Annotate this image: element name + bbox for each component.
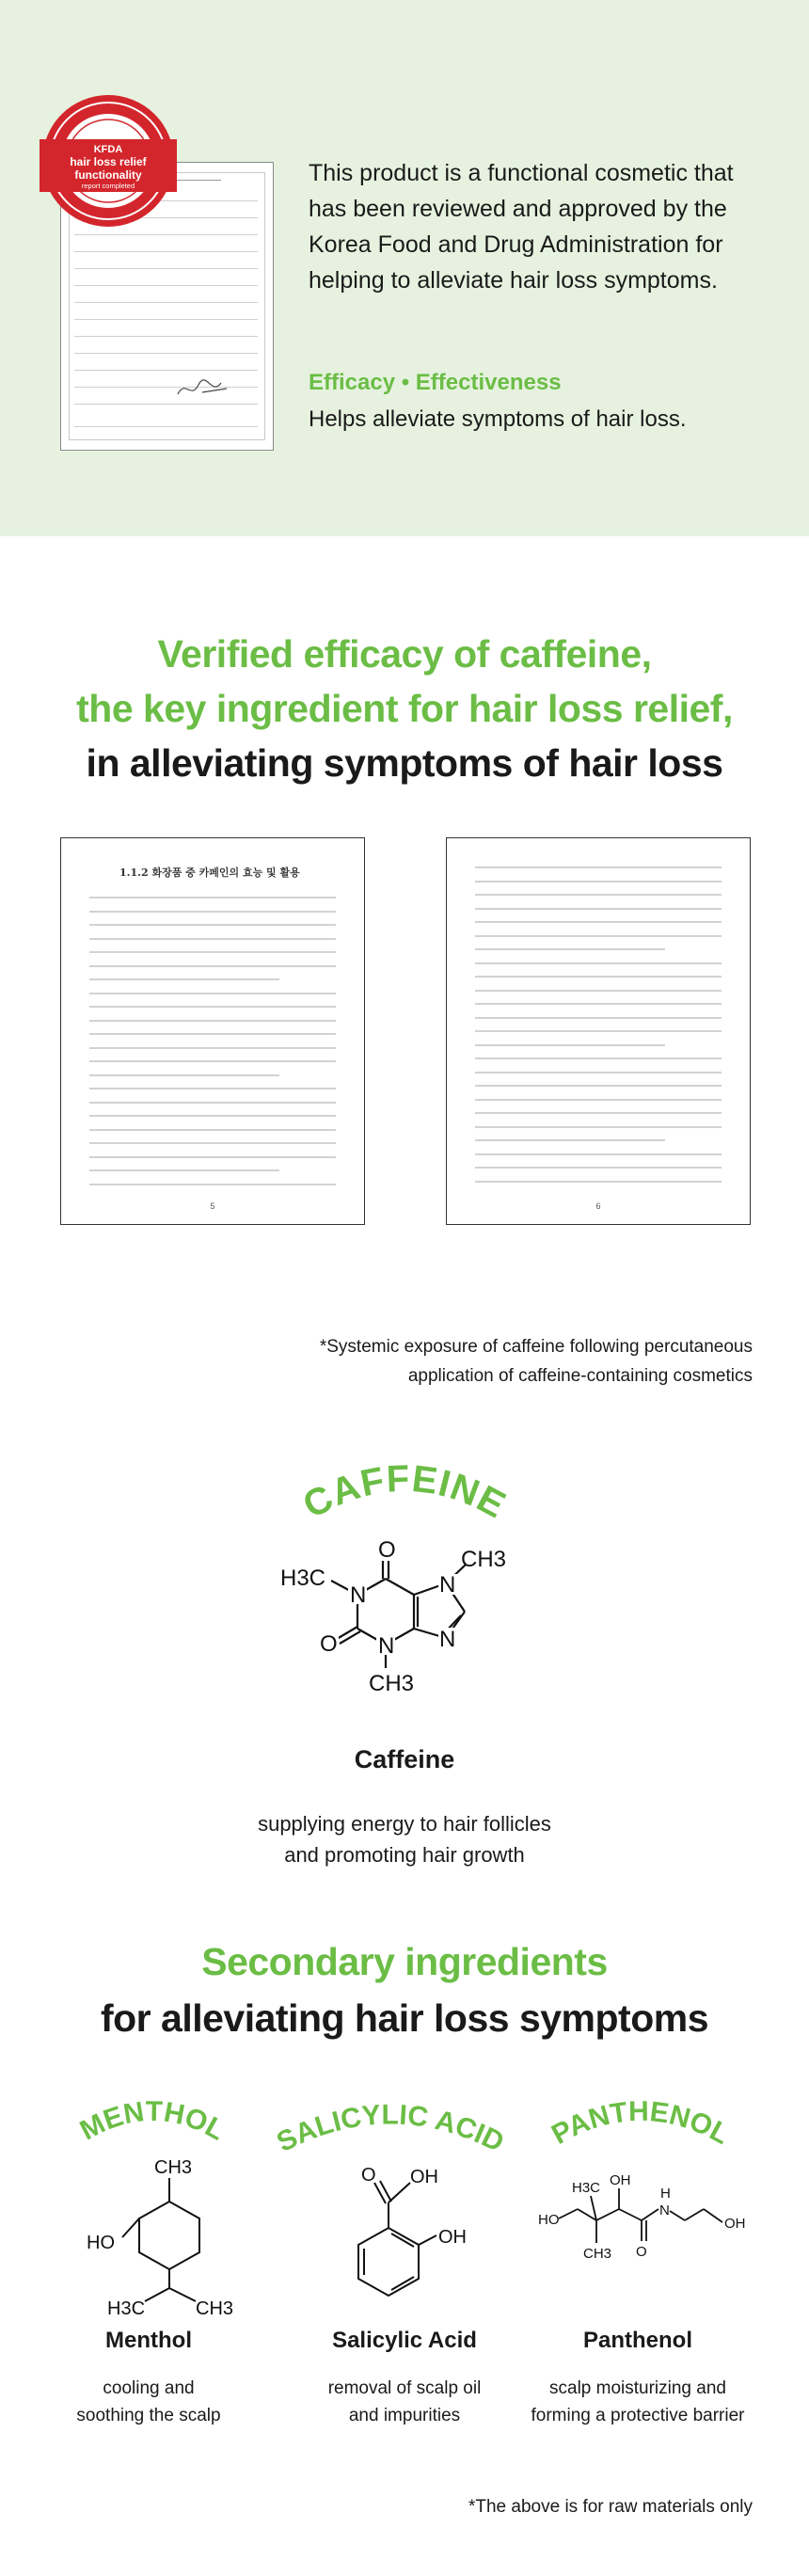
panthenol-desc-line-2: forming a protective barrier [531,2406,745,2425]
atom-o-left: O [320,1631,338,1657]
panthenol-name: Panthenol [582,2328,692,2353]
efficacy-title: Efficacy • Effectiveness [309,370,562,395]
atom-n: N [659,2202,670,2218]
certificate-row [74,251,258,252]
paper-section-title: 1.1.2 화장품 중 카페인의 효능 및 활용 [119,867,300,879]
efficacy-description: Helps alleviate symptoms of hair loss. [309,406,687,432]
paper-text-line [89,993,336,994]
paper-text-line [89,1060,336,1062]
salicylic-acid-name: Salicylic Acid [332,2328,477,2353]
caffeine-efficacy-headline [0,627,809,790]
svg-text:CAFFEINE [296,1458,513,1527]
atom-o: O [361,2165,376,2186]
svg-text:MENTHOL [75,2096,230,2147]
paper-text-line [475,1181,722,1183]
paper-text-line [475,921,722,923]
atom-oh: OH [610,2172,631,2188]
atom-ch3-right: CH3 [461,1547,507,1572]
seal-text-line2: hair loss relief [70,155,147,168]
paper-text-line [89,1129,336,1131]
paper-page-number: 5 [210,1201,215,1211]
secondary-ingredients-headline [0,1933,809,2046]
atom-h: H [660,2186,671,2202]
paper-text-line [475,1017,722,1019]
salicylic-acid-description [282,2375,527,2429]
salicylic-acid-structure-diagram [320,2155,480,2319]
panthenol-description [516,2375,760,2429]
paper-text-line [89,1142,336,1144]
atom-o: O [636,2244,647,2260]
menthol-desc-line-2: soothing the scalp [76,2406,221,2425]
atom-ho: HO [87,2233,115,2253]
paper-page-number: 6 [595,1201,601,1211]
panthenol-structure-diagram [534,2164,760,2277]
paper-text-line [475,1072,722,1073]
paper-text-line [89,924,336,926]
paper-text-line [475,1099,722,1101]
paper-text-line [475,908,722,910]
seal-text-kfda: KFDA [93,144,123,155]
secondary-line-1: Secondary ingredients [201,1940,608,1983]
signature-mark [174,375,230,404]
paper-text-line [89,897,336,898]
headline-line-1: Verified efficacy of caffeine, [157,632,652,676]
paper-text-line [89,1156,336,1158]
caffeine-arc-label [273,1439,536,1543]
paper-text-line [89,1047,336,1049]
atom-oh: OH [410,2167,438,2187]
kfda-seal-stamp [38,90,179,231]
paper-text-line [89,1020,336,1022]
paper-text-line [89,951,336,953]
salicylic-arc-label [263,2089,517,2164]
atom-ch3: CH3 [196,2298,234,2319]
menthol-description [26,2375,271,2429]
paper-text-line [475,1126,722,1128]
certificate-row [74,285,258,286]
paper-text-line [475,962,722,964]
caffeine-arc-text: CAFFEINE [296,1457,513,1527]
paper-text-line [89,1006,336,1008]
certificate-row [74,353,258,354]
caffeine-source-footnote [263,1332,753,1391]
certificate-row [74,404,258,405]
panthenol-arc-text: PANTHENOL [547,2095,735,2151]
atom-oh: OH [438,2227,467,2248]
salicylic-arc-text: SALICYLIC ACID [272,2099,509,2159]
paper-text-line [475,1139,665,1141]
paper-text-line [89,1169,279,1171]
atom-ch3: CH3 [583,2246,612,2262]
salicylic-desc-line-2: and impurities [348,2406,461,2425]
paper-text-line [89,1184,336,1185]
paper-text-line [475,948,665,950]
secondary-line-2: for alleviating hair loss symptoms [100,1996,709,2040]
caffeine-desc-line-2: and promoting hair growth [284,1843,525,1867]
paper-text-line [89,1074,279,1076]
caffeine-structure-diagram [263,1538,546,1726]
atom-n: N [439,1627,456,1652]
atom-ch3: CH3 [154,2157,193,2178]
atom-n: N [378,1633,395,1659]
paper-text-line [475,867,722,868]
atom-oh: OH [724,2216,746,2232]
menthol-structure-diagram [75,2155,235,2319]
paper-text-line [89,1115,336,1117]
paper-text-line [475,1153,722,1155]
paper-text-line [475,1030,722,1032]
paper-text-line [475,1057,722,1059]
paper-text-line [475,894,722,896]
atom-ho: HO [538,2212,560,2228]
menthol-desc-line-1: cooling and [103,2378,195,2398]
paper-text-line [475,1167,722,1169]
panthenol-desc-line-1: scalp moisturizing and [549,2378,726,2398]
atom-ch3-bottom: CH3 [369,1671,415,1696]
paper-text-line [475,1085,722,1087]
certificate-row [74,234,258,235]
seal-text-line3: functionality [74,168,142,182]
menthol-arc-text: MENTHOL [74,2095,230,2147]
atom-h3c-left: H3C [280,1566,326,1591]
paper-text-line [475,990,722,992]
research-paper-page-left [60,837,365,1225]
research-paper-page-right [446,837,751,1225]
certificate-row [74,268,258,269]
paper-text-line [475,1003,722,1005]
footnote-line-1: *Systemic exposure of caffeine following percutaneous [319,1337,753,1357]
certificate-row [74,370,258,371]
seal-text-line4: report completed [81,182,135,190]
paper-text-line [89,1102,336,1104]
certificate-row [74,302,258,303]
atom-n: N [350,1582,367,1608]
caffeine-desc-line-1: supplying energy to hair follicles [258,1812,551,1836]
paper-text-line [89,1033,336,1035]
paper-text-line [475,1044,665,1046]
certificate-row [74,426,258,427]
menthol-arc-label [58,2087,246,2162]
menthol-name: Menthol [105,2328,192,2353]
caffeine-name: Caffeine [354,1745,455,1773]
paper-text-line [89,965,336,967]
caffeine-description [0,1808,809,1870]
atom-o-top: O [378,1538,396,1563]
panthenol-arc-label [536,2087,745,2162]
paper-text-line [89,978,279,980]
atom-h3c: H3C [107,2298,146,2319]
footnote-line-2: application of caffeine-containing cosmetics [407,1366,753,1386]
paper-text-line [475,935,722,937]
paper-text-line [89,1088,336,1089]
headline-line-3: in alleviating symptoms of hair loss [86,741,723,785]
atom-h3c: H3C [572,2180,601,2196]
paper-text-line [89,938,336,940]
certificate-row [74,319,258,320]
raw-materials-footnote: *The above is for raw materials only [468,2497,753,2517]
atom-n: N [439,1572,456,1598]
svg-text:SALICYLIC ACID [272,2099,509,2158]
headline-line-2: the key ingredient for hair loss relief, [76,687,733,730]
salicylic-desc-line-1: removal of scalp oil [327,2378,482,2398]
certificate-row [74,336,258,337]
paper-text-line [475,881,722,883]
svg-text:PANTHENOL [547,2096,735,2151]
functional-cosmetic-statement: This product is a functional cosmetic that has been reviewed and approved by the Korea Food and Drug Administration for helping to alleviate hair loss symptoms. [309,160,734,294]
paper-text-line [475,976,722,978]
paper-text-line [89,911,336,913]
paper-text-line [475,1112,722,1114]
